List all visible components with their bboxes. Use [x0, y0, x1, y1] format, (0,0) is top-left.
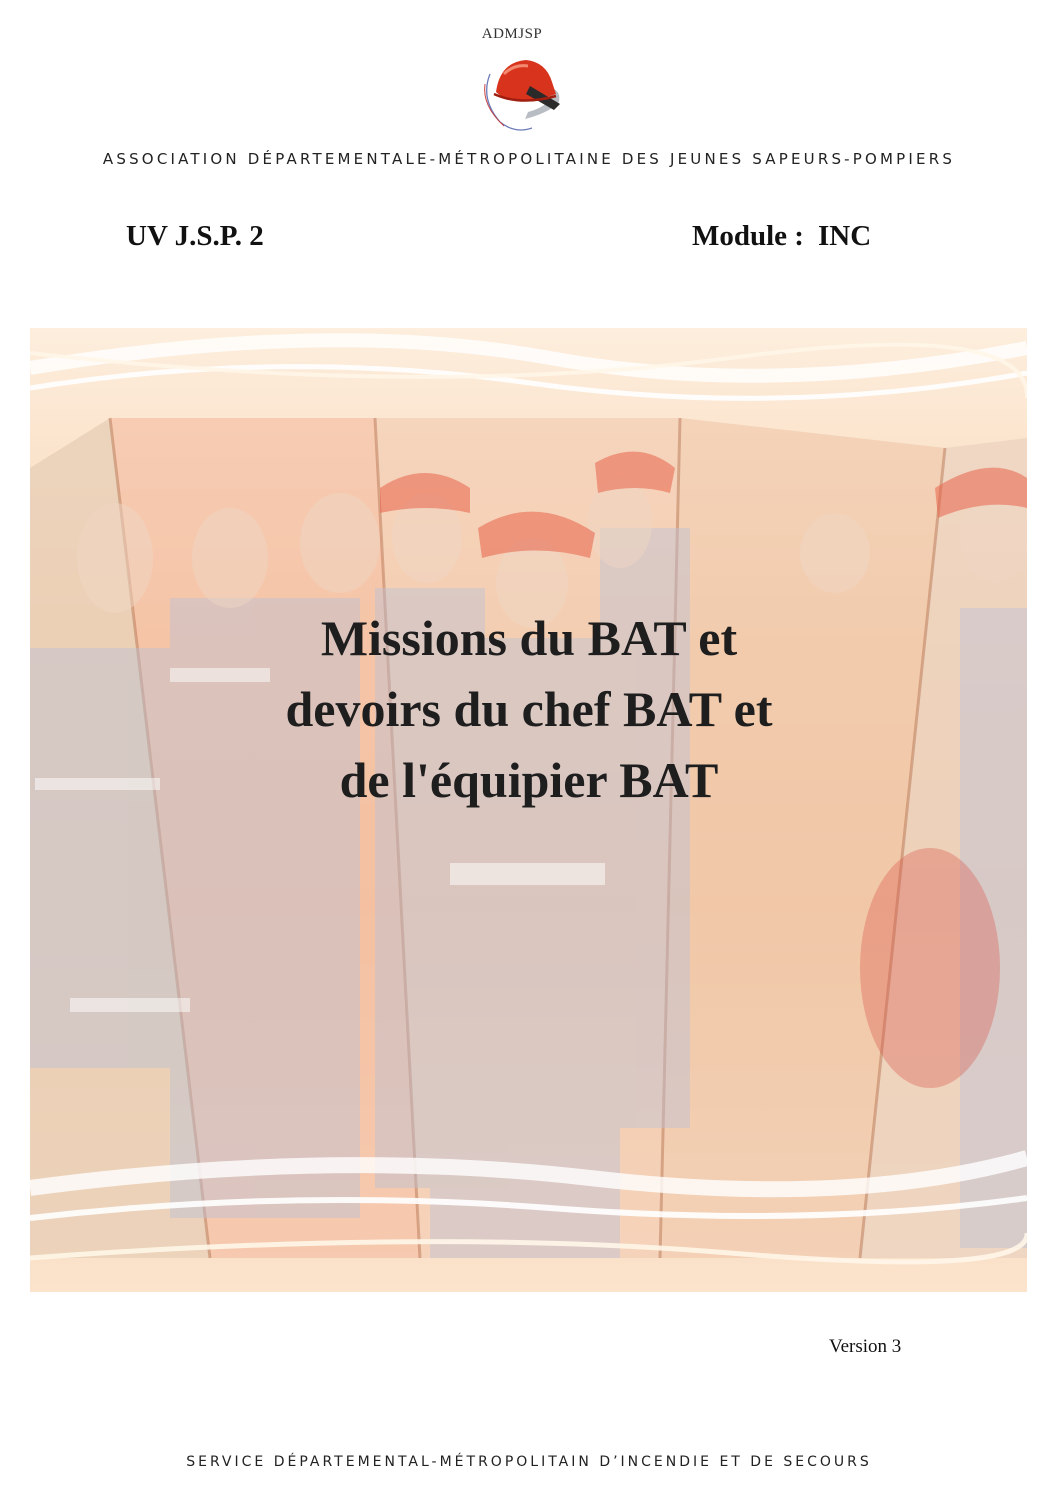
helmet-icon [470, 44, 570, 139]
module-value: INC [817, 220, 872, 252]
service-name: SERVICE DÉPARTEMENTAL-MÉTROPOLITAIN D’INCENDIE ET DE SECOURS [186, 1454, 872, 1470]
admjsp-logo [470, 22, 580, 142]
title-line: de l'équipier BAT [339, 752, 719, 808]
cover-title [0, 603, 1058, 816]
module-line [692, 220, 871, 253]
title-line: Missions du BAT et [320, 610, 738, 666]
version-label: Version 3 [829, 1336, 902, 1357]
association-name: ASSOCIATION DÉPARTEMENTALE-MÉTROPOLITAINE DES JEUNES SAPEURS-POMPIERS [102, 150, 956, 168]
module-label: Module : [692, 220, 804, 252]
logo-text: ADMJSP [481, 26, 543, 42]
title-line: devoirs du chef BAT et [285, 681, 773, 737]
uv-label: UV J.S.P. 2 [126, 220, 264, 252]
